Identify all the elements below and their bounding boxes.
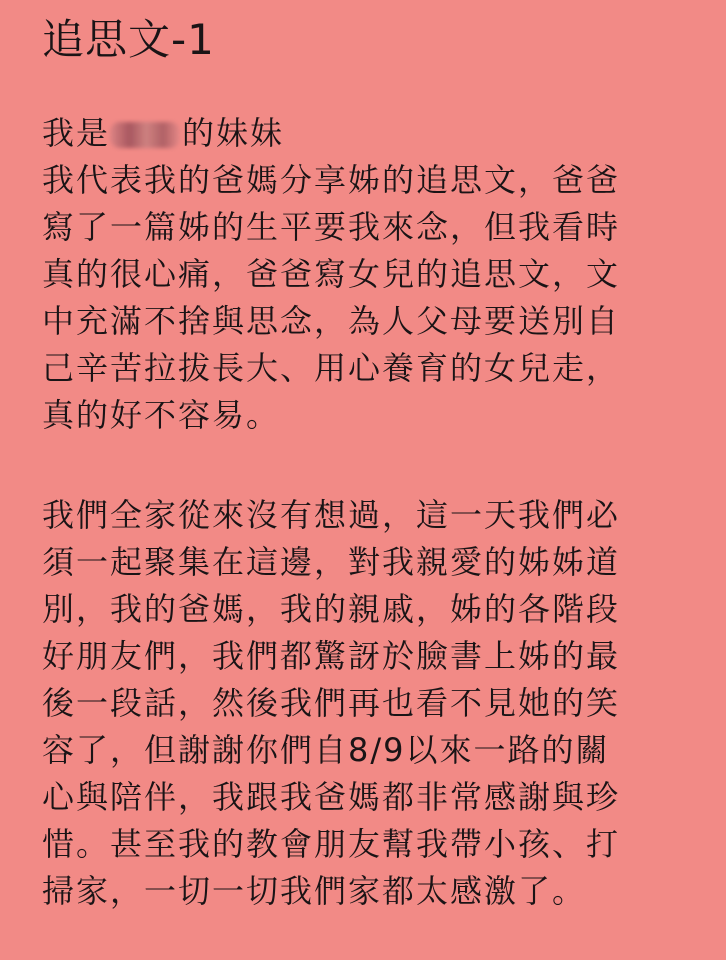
paragraph-2 — [42, 492, 702, 915]
page-title: 追思文-1 — [42, 15, 215, 64]
intro-line — [42, 110, 702, 157]
text-line: 容了，但謝謝你們自8/9以來一路的關 — [42, 731, 610, 769]
text-line: 我代表我的爸媽分享姊的追思文，爸爸 — [42, 161, 621, 199]
text-line: 好朋友們，我們都驚訝於臉書上姊的最 — [42, 637, 621, 675]
text-line: 須一起聚集在這邊，對我親愛的姊姊道 — [42, 543, 621, 581]
text-line: 後一段話，然後我們再也看不見她的笑 — [42, 684, 621, 722]
intro-text-after: 的妹妹 — [182, 114, 285, 152]
text-line: 中充滿不捨與思念，為人父母要送別自 — [42, 302, 621, 340]
text-line: 掃家，一切一切我們家都太感激了。 — [42, 872, 587, 910]
text-line: 真的好不容易。 — [42, 396, 281, 434]
text-line: 別，我的爸媽，我的親戚，姊的各階段 — [42, 590, 621, 628]
text-line: 我們全家從來沒有想過，這一天我們必 — [42, 496, 621, 534]
paragraph-1 — [42, 110, 702, 439]
text-line: 心與陪伴，我跟我爸媽都非常感謝與珍 — [42, 778, 621, 816]
redacted-name-blur — [110, 122, 180, 148]
intro-text-before: 我是 — [42, 114, 111, 152]
text-line: 惜。甚至我的教會朋友幫我帶小孩、打 — [42, 825, 621, 863]
text-line: 己辛苦拉拔長大、用心養育的女兒走， — [42, 349, 621, 387]
text-line: 真的很心痛，爸爸寫女兒的追思文，文 — [42, 255, 621, 293]
text-line: 寫了一篇姊的生平要我來念，但我看時 — [42, 208, 621, 246]
